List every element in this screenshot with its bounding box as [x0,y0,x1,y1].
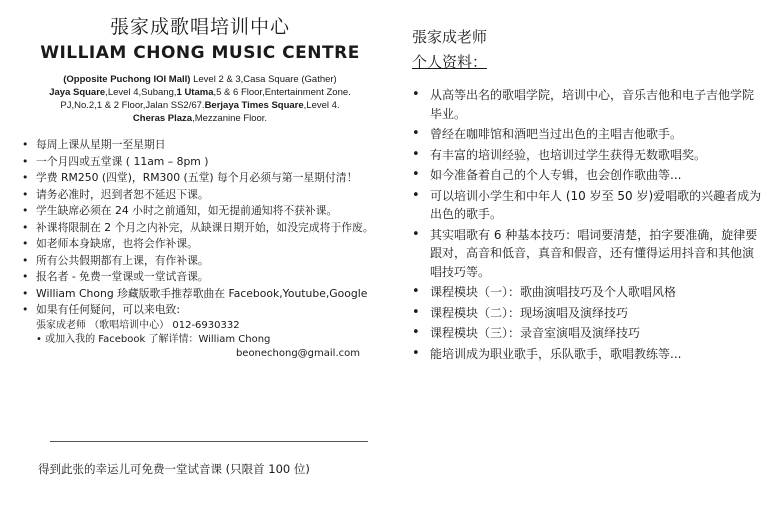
list-item-text: 可以培训小学生和中年人 (10 岁至 50 岁)爱唱歌的兴趣者成为出色的歌手。 [430,188,762,221]
list-item [20,187,380,203]
address-highlight: (Opposite Puchong IOI Mall) [63,74,191,85]
bullet-icon: • [22,138,29,151]
address-text: Level 2 & 3,Casa Square (Gather) [190,74,337,85]
address-text: ,Level 4,Subang, [105,87,177,98]
profile-heading: 个人资料： [412,53,488,71]
list-item-text: 从高等出名的歌唱学院，培训中心，音乐吉他和电子吉他学院毕业。 [430,88,755,121]
bullet-icon: • [22,253,29,267]
bullet-icon: • [22,303,29,316]
bullet-icon: • [412,284,420,299]
class-rules-list [20,137,380,318]
list-item [410,146,765,165]
list-item [20,302,380,318]
bullet-icon: • [22,220,29,234]
centre-title-english: WILLIAM CHONG MUSIC CENTRE [40,43,360,63]
bullet-icon: • [412,304,420,320]
list-item-text: 曾经在咖啡馆和酒吧当过出色的主唱吉他歌手。 [430,127,683,141]
list-item-text: 所有公共假期都有上课，有作补课。 [36,253,209,267]
list-item-text: 有丰富的培训经验，也培训过学生获得无数歌唱奖。 [430,147,707,162]
address-highlight: 1 Utama [176,87,214,98]
bullet-icon: • [22,187,29,201]
address-text: PJ,No.2,1 & 2 Floor,Jalan SS2/67. [60,100,205,111]
list-item-text: 其实唱歌有 6 种基本技巧：唱词要清楚，拍字要准确，旋律要跟对，高音和低音，真音和假音，还有懂得运用抖音和其他演唱技巧等。 [430,227,758,279]
address-block [20,73,380,125]
bullet-icon: • [412,187,420,203]
list-item-text: 如果有任何疑问，可以来电致: [36,303,180,316]
list-item [410,187,765,224]
list-item-text: 一个月四或五堂课 ( 11am – 8pm ) [36,154,209,168]
footer-divider [50,441,368,442]
list-item-text: 学生缺席必须在 24 小时之前通知，如无提前通知将不获补课。 [36,204,338,217]
address-text: ,Mezzanine Floor. [192,113,268,124]
left-column [20,10,380,361]
list-item-text: William Chong 珍藏版歌手推荐歌曲在 Facebook,Youtube,Google [36,286,368,300]
list-item [20,253,380,269]
teacher-name-heading: 張家成老师 [412,28,488,46]
address-line-1 [20,73,380,86]
list-item [410,324,765,343]
facebook-contact [20,333,380,347]
bullet-icon: • [412,226,420,242]
list-item-text: 如老师本身缺席，也将会作补课。 [36,237,198,250]
bullet-icon: • [36,333,42,345]
centre-title-chinese: 張家成歌唱培训中心 [109,16,290,38]
list-item [20,154,380,170]
list-item [20,236,380,252]
bullet-icon: • [22,171,29,184]
list-item [20,170,380,186]
address-highlight: Jaya Square [49,87,106,98]
list-item [20,203,380,219]
list-item-text: 补课将限制在 2 个月之内补完，从缺课日期开始，如没完成将于作废。 [36,220,374,234]
bullet-icon: • [22,286,29,300]
bullet-icon: • [412,167,420,182]
list-item [20,286,380,302]
address-line-4 [20,112,380,125]
list-item-text: 课程模块（三）：录音室演唱及演绎技巧 [430,326,641,340]
list-item-text: 课程模块（一）：歌曲演唱技巧及个人歌唱风格 [430,285,677,299]
list-item-text: 课程模块（二）：现场演唱及演绎技巧 [430,305,629,320]
list-item-text: 请务必准时，迟到者恕不延迟下课。 [36,187,209,201]
list-item [410,304,765,323]
list-item [20,269,380,285]
list-item-text: 报名者 - 免费一堂课或一堂试音课。 [36,270,209,283]
list-item [410,125,765,144]
list-item-text: 学费 RM250 (四堂)，RM300 (五堂) 每个月必须与第一星期付清！ [36,171,358,184]
free-trial-footer: 得到此张的幸运儿可免费一堂试音课 (只限首 100 位) [38,462,310,476]
bullet-icon: • [22,237,29,250]
bullet-icon: • [412,345,420,361]
bullet-icon: • [22,270,29,283]
list-item [410,283,765,302]
bullet-icon: • [22,154,29,168]
address-highlight: Cheras Plaza [132,113,193,124]
facebook-text: 或加入我的 Facebook 了解详情：William Chong [45,333,271,345]
teacher-profile-list [410,86,765,363]
bullet-icon: • [412,87,420,102]
contact-phone: 張家成老师 （歌唱培训中心） 012-6930332 [36,319,240,331]
list-item-text: 如今准备着自己的个人专辑，也会创作歌曲等... [430,168,682,182]
list-item [20,220,380,236]
address-line-2 [20,86,380,99]
email-address: beonechong@gmail.com [235,347,360,359]
right-column [410,26,765,365]
list-item [410,226,765,282]
list-item [410,166,765,185]
bullet-icon: • [412,325,420,340]
address-text: ,5 & 6 Floor,Entertainment Zone. [213,87,351,98]
bullet-icon: • [22,204,29,217]
address-text: ,Level 4. [303,100,340,111]
address-highlight: Berjaya Times Square [204,100,304,111]
list-item [410,86,765,123]
bullet-icon: • [412,146,420,162]
list-item [20,137,380,153]
address-line-3 [20,99,380,112]
bullet-icon: • [412,126,420,141]
list-item-text: 每周上课从星期一至星期日 [36,138,166,151]
list-item-text: 能培训成为职业歌手，乐队歌手，歌唱教练等... [430,346,682,361]
list-item [410,345,765,364]
